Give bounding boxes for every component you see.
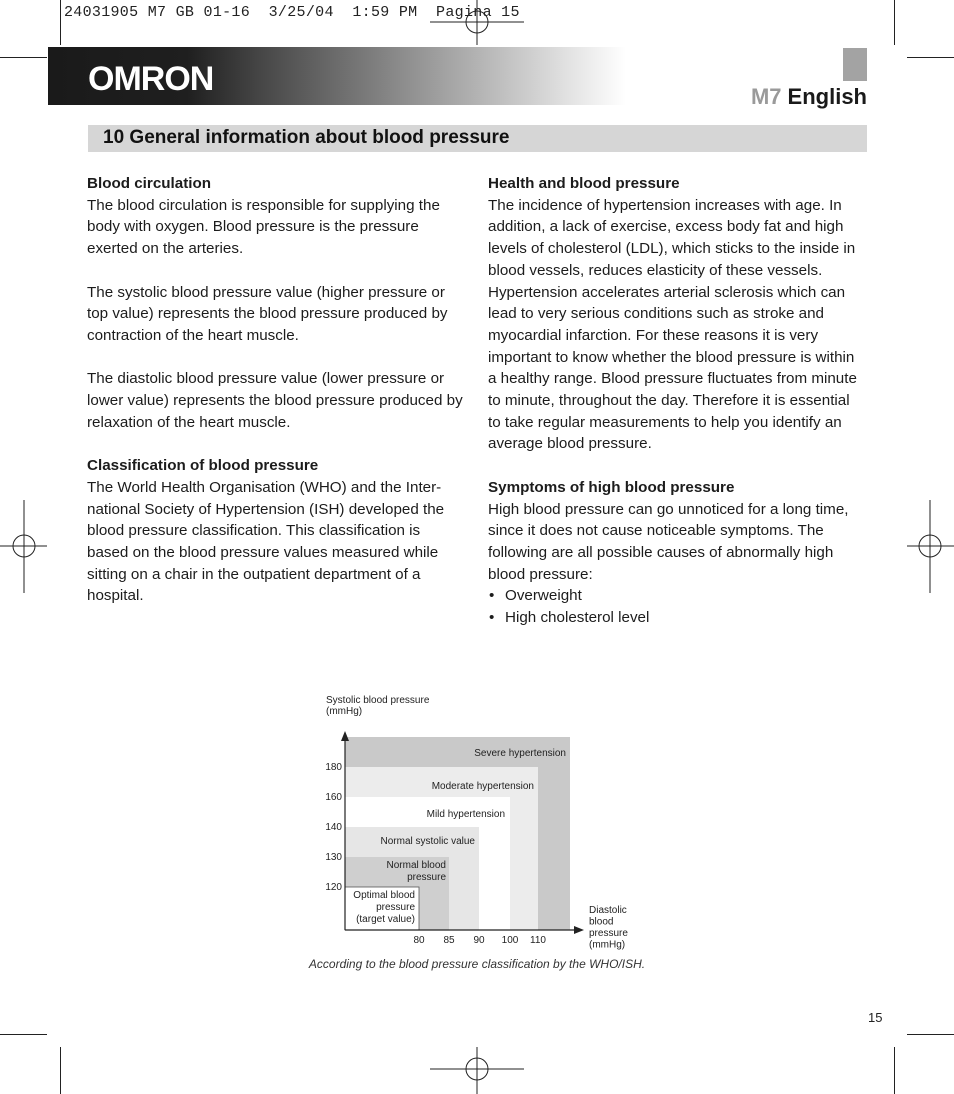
bp-classification-chart (300, 690, 640, 955)
x-tick-label: 90 (473, 935, 485, 946)
heading-health: Health and blood pressure (488, 175, 680, 192)
y-tick-label: 180 (325, 762, 342, 773)
language-label: English (787, 84, 867, 109)
region-label-5: pressure (376, 902, 415, 913)
omron-logo: OMRON (88, 60, 214, 98)
x-tick-label: 100 (501, 935, 519, 946)
paragraph-health: The incidence of hypertension increases with age. In addition, a lack of exercise, excess body fat and high levels of cholesterol (LDL), which sticks to the inside in blood vessels, reduces elasticity of these vessels. Hypertension accelerates arterial sclerosis which can lead to very serious conditions such as stroke and myocardial infarction. For these reasons it is very important to know whether the blood pressure is within a healthy range. Blood pressure fluctuates from minute to minute, throughout the day. Therefore it is essential to take regular measurements to help you identify an average blood pressure. (488, 196, 857, 453)
region-label-0: Severe hypertension (474, 748, 566, 759)
region-label-1: Moderate hypertension (431, 781, 534, 792)
left-column (87, 173, 465, 607)
x-axis-label: Diastolic (589, 905, 627, 916)
section-title: 10 General information about blood pressure (103, 127, 510, 148)
x-tick-label: 85 (443, 935, 455, 946)
y-tick-label: 160 (325, 792, 342, 803)
right-column (488, 173, 866, 629)
model-name: M7 (750, 84, 782, 109)
paragraph-symptoms: High blood pressure can go unnoticed for a long time, since it does not cause noticeable symptoms. The following are all possible causes of abnormally high blood pressure: (488, 500, 849, 583)
print-slug: 24031905 M7 GB 01-16 3/25/04 1:59 PM Pagina 15 (64, 4, 520, 21)
model-language-title (751, 84, 867, 110)
y-axis-label-unit: (mmHg) (326, 706, 363, 717)
region-label-5: (target value) (356, 914, 415, 925)
region-label-5: Optimal blood (353, 890, 415, 901)
y-tick-label: 130 (325, 852, 342, 863)
page-number: 15 (868, 1010, 883, 1025)
list-item: • High cholesterol level (488, 607, 866, 629)
x-axis-arrow (574, 926, 584, 934)
x-tick-label: 80 (413, 935, 425, 946)
y-tick-label: 120 (325, 882, 342, 893)
y-axis-label: Systolic blood pressure (326, 695, 430, 706)
heading-symptoms: Symptoms of high blood pressure (488, 478, 735, 496)
page-tab-marker (843, 48, 867, 81)
region-label-3: Normal systolic value (380, 836, 475, 847)
y-tick-label: 140 (325, 822, 342, 833)
heading-classification: Classification of blood pressure (87, 457, 319, 475)
paragraph-circulation-2: The systolic blood pressure value (higher pressure or top value) represents the blood pressure produced by contraction of the heart muscle. (87, 283, 448, 344)
x-tick-label: 110 (530, 935, 546, 946)
region-label-4: Normal blood (386, 860, 446, 871)
paragraph-circulation-3: The diastolic blood pressure value (lower pressure or lower value) represents the blood pressure produced by relaxation of the heart muscle. (87, 370, 463, 431)
x-axis-label: blood (589, 916, 614, 928)
heading-blood-circulation: Blood circulation (87, 175, 212, 192)
paragraph-circulation-1: The blood circulation is responsible for supplying the body with oxygen. Blood pressure is the pressure exerted on the arteries. (87, 196, 440, 258)
paragraph-classification: The World Health Organisation (WHO) and the Inter-national Society of Hypertension (ISH) developed the blood pressure classification. This classification is based on the blood pressure values measured while sitting on a chair in the outpatient department of a hospital. (87, 478, 445, 605)
region-label-2: Mild hypertension (426, 809, 505, 820)
chart-caption: According to the blood pressure classification by the WHO/ISH. (308, 957, 646, 971)
x-axis-label: pressure (589, 928, 628, 939)
x-axis-label: (mmHg) (589, 939, 626, 951)
region-label-4: pressure (407, 872, 446, 883)
y-axis-arrow (341, 731, 349, 741)
symptoms-list (488, 585, 866, 628)
list-item: • Overweight (488, 585, 866, 607)
